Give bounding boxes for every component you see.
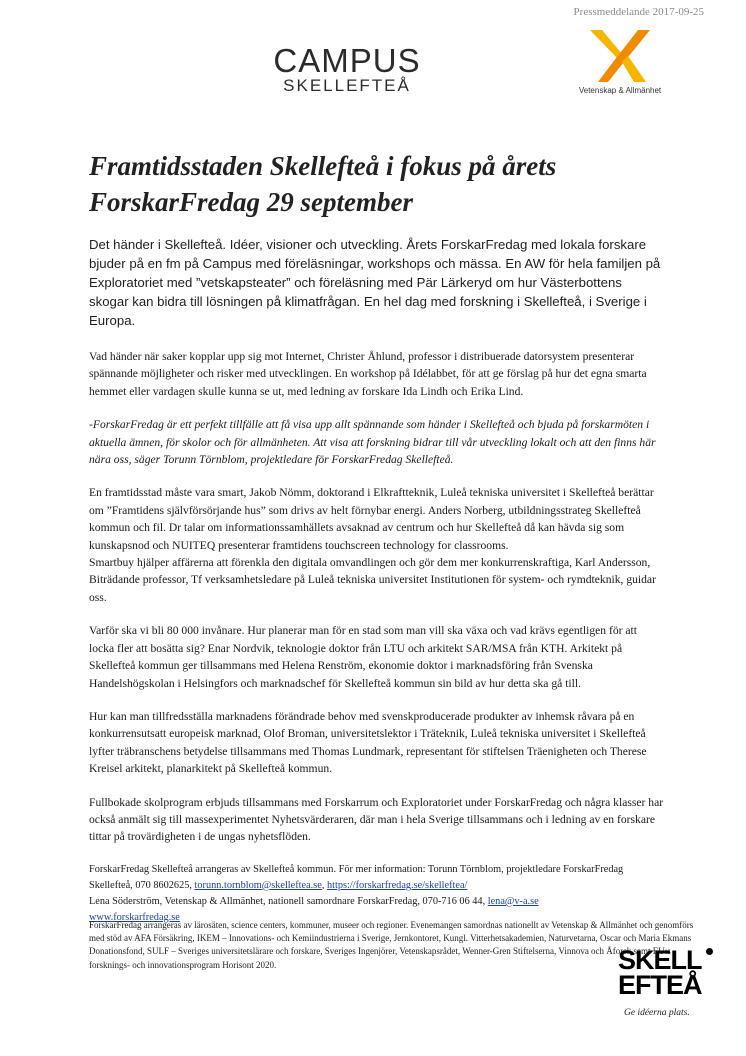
paragraph-smart-city-b: Smartbuy hjälper affärerna att förenkla den digitala omvandlingen och gör dem mer konkurrenskraftiga, Karl Andersson, Biträdande professor, Tf verksamhetsledare på Luleå tekniska universitet Institutionen för system- och rymdteknik, guidar oss. <box>89 556 656 604</box>
paragraph-iot: Vad händer när saker kopplar upp sig mot Internet, Christer Åhlund, professor i distribuerade datorsystem presenterar spännande möjligheter och risker med utvecklingen. En workshop på Idélabbet, för att ge förslag på hur det egna smarta hemmet eller vardagen skulle kunna se ut, med ledning av forskare Ida Lindh och Erika Lind. <box>89 350 647 398</box>
contact-line-1: ForskarFredag Skellefteå arrangeras av Skellefteå kommun. För mer information: Torunn Törnblom, projektledare ForskarFredag Skellefteå, 070 8602625, <box>89 863 624 891</box>
article-body <box>89 235 664 926</box>
press-release-date: Pressmeddelande 2017-09-25 <box>573 6 704 18</box>
page-title: Framtidsstaden Skellefteå i fokus på årets ForskarFredag 29 september <box>89 151 557 217</box>
quote-paragraph: -ForskarFredag är ett perfekt tillfälle att få visa upp allt spännande som händer i Skellefteå och bjuda på forskarmöten i aktuella ämnen, för skolor och för allmänheten. Att visa att forskning bidrar till vår utveckling lokalt och att den finns här nära oss, säger Torunn Törnblom, projektledare för ForskarFredag Skellefteå. <box>89 418 656 467</box>
paragraph-growth: Varför ska vi bli 80 000 invånare. Hur planerar man för en stad som man vill ska växa och vad krävs egentligen för att locka fler att bosätta sig? Enar Nordvik, teknologie doktor från LTU och arkitekt SAR/MSA från KTH. Arkitekt på Skellefteå kommun ger tillsammans med Helena Renström, ekonomie doktor i marknadsföring från Svenska Handelshögskolan i Helsingfors och marknadschef för Skellefteå kommun sin bild av hur detta ska gå till. <box>89 624 637 690</box>
paragraph-smart-city <box>89 484 664 606</box>
contact-separator: , <box>321 879 327 891</box>
paragraph-wood-industry: Hur kan man tillfredsställa marknadens förändrade behov med svenskproducerade produkter av inhemsk råvara på en konkurrensutsatt europeisk marknad, Olof Broman, universitetslektor i Träteknik, Luleå tekniska universitet i Skellefteå lyfter träbranschens betydelse tillsammans med Thomas Lundmark, representant för stiftelsen Träenigheten och Therese Kreisel arkitekt, planarkitekt på Skellefteå kommun. <box>89 709 647 776</box>
url-link-forskarfredag-skelleftea[interactable]: https://forskarfredag.se/skelleftea/ <box>326 879 468 891</box>
campus-skelleftea-logo <box>267 44 427 96</box>
lead-paragraph: Det händer i Skellefteå. Idéer, visioner och utveckling. Årets ForskarFredag med lokala forskare bjuder på en fm på Campus med föreläsningar, workshops och mässa. En AW för hela familjen på Exploratoriet med ”vetskapsteater” och föreläsning med Pär Lärkeryd om hur Västerbottens skogar kan bidra till lösningen på klimatfrågan. En hel dag med forskning i Skellefteå, i Sverige i Europa. <box>89 237 661 328</box>
va-logo-text: Vetenskap & Allmänhet <box>578 86 662 95</box>
skelleftea-logo-tagline: Ge idéerna plats. <box>624 1008 690 1018</box>
skelleftea-logo-line2: EFTEÅ <box>618 970 702 1000</box>
skelleftea-logo <box>618 945 718 1018</box>
skelleftea-logo-line1: SKELL <box>618 945 702 975</box>
contact-line-2: Lena Söderström, Vetenskap & Allmänhet, nationell samordnare ForskarFredag, 070-716 06 44, <box>89 895 488 907</box>
paragraph-smart-city-a: En framtidsstad måste vara smart, Jakob Nömm, doktorand i Elkraftteknik, Luleå tekniska universitet i Skellefteå berättar om ”Framtidens självförsörjande hus” som drivs av helt förnybar energi. Anders Norberg, utbildningsstrateg Skellefteå kommun och fil. Dr talar om informationssamhällets avsaknad av centrum och hur Skellefteå då kan hävda sig som kunskapsnod och NUITEQ presenterar framtidens touchscreen technology for classrooms. <box>89 486 654 552</box>
email-link-lena[interactable]: lena@v-a.se <box>487 895 539 907</box>
contact-info <box>89 862 664 926</box>
campus-logo-line2: SKELLEFTEÅ <box>283 76 411 95</box>
campus-logo-line1: CAMPUS <box>273 42 421 79</box>
va-x-mark-icon <box>588 28 652 84</box>
paragraph-school-program: Fullbokade skolprogram erbjuds tillsammans med Forskarrum och Exploratoriet under ForskarFredag och några klasser har också anmält sig till massexperimentet Nyhetsvärderaren, där man i hela Sverige tillsammans och i ledning av en forskare tittar på trovärdigheten i de ungas nyhetsflöden. <box>89 795 664 844</box>
url-link-forskarfredag[interactable]: www.forskarfredag.se <box>89 911 180 923</box>
vetenskap-allmanhet-logo <box>580 28 660 95</box>
sponsor-small-print: ForskarFredag arrangeras av lärosäten, science centers, kommuner, museer och regioner. Evenemangen samordnas nationellt av Vetenskap & Allmänhet och genomförs med stöd av AFA Försäkring, IKEM – Innovations- och Kemiindustrierna i Sverige, Jernkontoret, Kungl. Vitterhetsakademien, Naturvetarna, Oscar och Maria Ekmans Donationsfond, SULF – Sveriges universitetslärare och forskare, Sveriges Ingenjörer, Vetenskapsrådet, Wenner-Gren Stiftelserna, Vinnova och Åforsk samt EU:s forsknings- och innovationsprogram Horisont 2020. <box>89 920 694 970</box>
email-link-torunn[interactable]: torunn.tornblom@skelleftea.se <box>194 879 322 891</box>
skelleftea-logo-dot-icon <box>706 948 713 955</box>
